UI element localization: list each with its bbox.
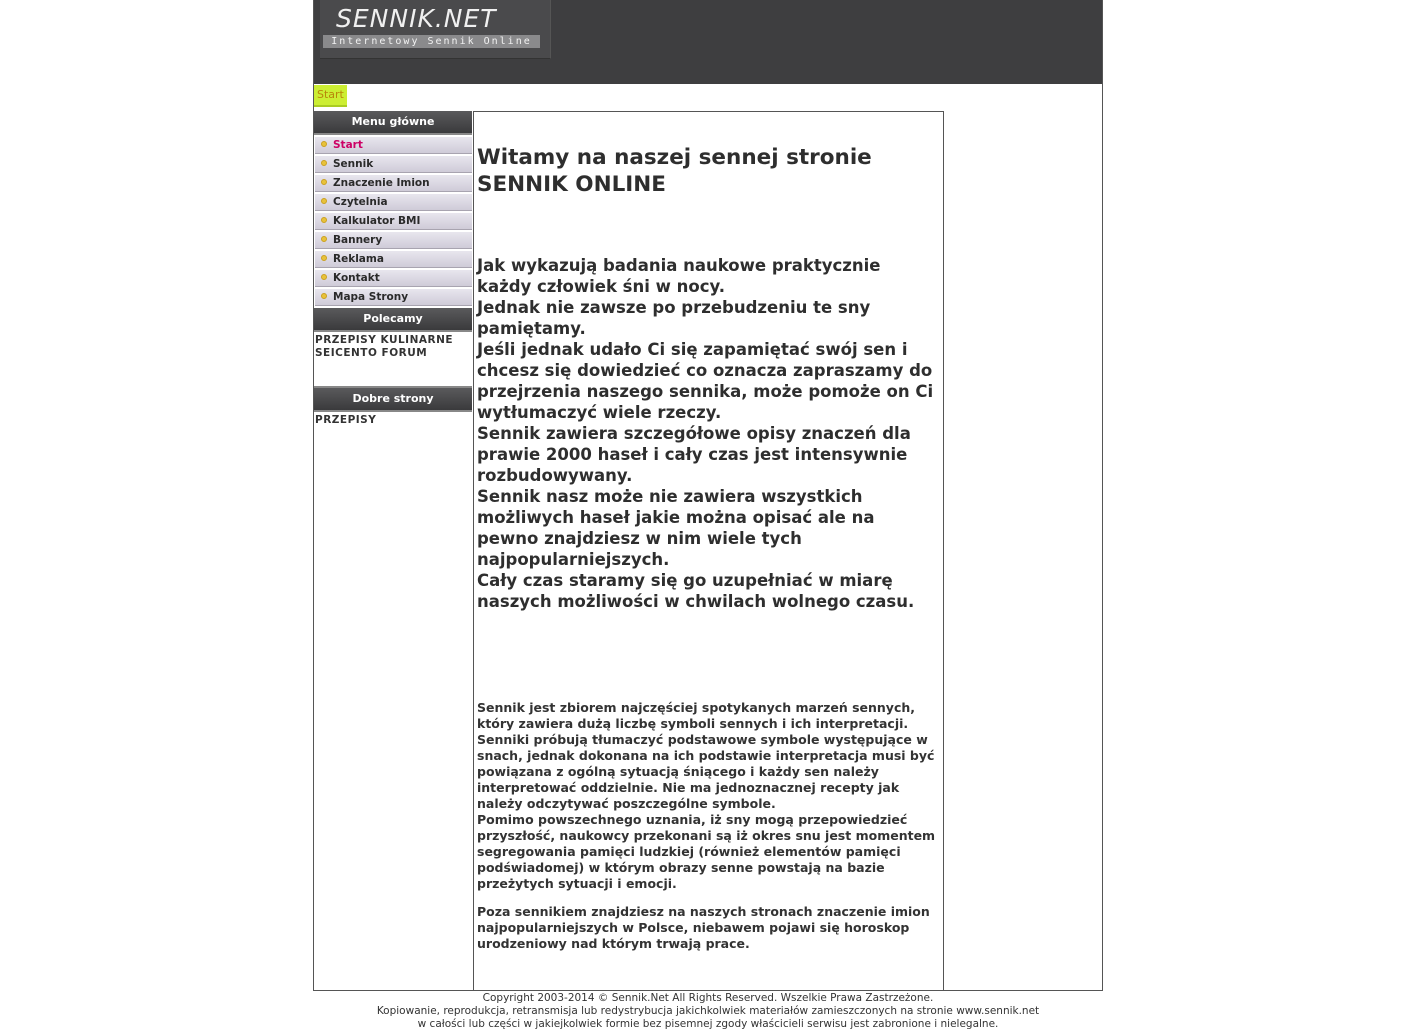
sidebar-item-kalkulator-bmi[interactable] [315, 213, 472, 230]
main-content [473, 111, 944, 990]
intro-paragraph: Sennik zawiera szczegółowe opisy znaczeń dla prawie 2000 haseł i cały czas jest intensywnie rozbudowywany. [477, 424, 911, 485]
sidebar-item-label: Kontakt [333, 272, 380, 284]
intro-paragraph: Sennik nasz może nie zawiera wszystkich możliwych haseł jakie można opisać ale na pewno znajdziesz w nim wiele tych najpopularniejszych. [477, 487, 875, 569]
sidebar-item-bannery[interactable] [315, 232, 472, 249]
sidebar-item-label: Start [333, 139, 363, 151]
page-title [477, 144, 939, 198]
intro-paragraph: Jednak nie zawsze po przebudzeniu te sny pamiętamy. [477, 298, 871, 338]
bullet-icon [321, 198, 327, 204]
logo-subtitle: Internetowy Sennik Online [323, 35, 540, 48]
top-navigation [314, 85, 347, 107]
bullet-icon [321, 236, 327, 242]
sidebar-item-label: Czytelnia [333, 196, 388, 208]
dobre-strony-heading: Dobre strony [314, 388, 472, 412]
sidebar-item-znaczenie-imion[interactable] [315, 175, 472, 192]
description-paragraph: Poza sennikiem znajdziesz na naszych stronach znaczenie imion najpopularniejszych w Polsce, niebawem pojawi się horoskop urodzeniowy nad którym trwają prace. [477, 904, 930, 951]
main-menu [314, 135, 472, 306]
menu-heading: Menu główne [314, 111, 472, 135]
link-przepisy-kulinarne[interactable]: PRZEPISY KULINARNE [315, 334, 454, 346]
footer-notice-line1: Kopiowanie, reprodukcja, retransmisja lub redystrybucja jakichkolwiek materiałów zamieszczonych na stronie www.sennik.net [376, 1005, 1040, 1017]
sidebar-item-label: Reklama [333, 253, 384, 265]
polecamy-links [314, 332, 472, 388]
bullet-icon [321, 293, 327, 299]
sidebar-item-label: Sennik [333, 158, 374, 170]
sidebar-item-czytelnia[interactable] [315, 194, 472, 211]
sidebar-item-label: Kalkulator BMI [333, 215, 421, 227]
page-title-line2: SENNIK ONLINE [477, 172, 666, 197]
description-paragraph: Sennik jest zbiorem najczęściej spotykanych marzeń sennych, który zawiera dużą liczbę symboli sennych i ich interpretacji. Senniki próbują tłumaczyć podstawowe symbole występujące w snach, jednak dokonana na ich podstawie interpretacja musi być powiązana z ogólną sytuacją śniącego i każdy sen należy interpretować oddzielnie. Nie ma jednoznacznej recepty jak należy odczytywać poszczególne symbole. [477, 700, 935, 811]
site-header [314, 0, 1102, 84]
sidebar-item-label: Znaczenie Imion [333, 177, 430, 189]
bullet-icon [321, 160, 327, 166]
page-container [313, 0, 1103, 991]
link-przepisy[interactable]: PRZEPISY [315, 414, 377, 426]
footer-notice-line2: w całości lub części w jakiejkolwiek formie bez pisemnej zgody właścicieli serwisu jest zabronione i nielegalne. [417, 1018, 999, 1030]
bullet-icon [321, 217, 327, 223]
content-body [477, 144, 939, 952]
polecamy-heading: Polecamy [314, 308, 472, 332]
description-text [477, 700, 939, 952]
bullet-icon [321, 179, 327, 185]
sidebar-item-kontakt[interactable] [315, 270, 472, 287]
sidebar-item-label: Bannery [333, 234, 383, 246]
intro-text [477, 255, 939, 612]
site-logo[interactable] [320, 0, 551, 59]
sidebar-item-sennik[interactable] [315, 156, 472, 173]
intro-paragraph: Cały czas staramy się go uzupełniać w miarę naszych możliwości w chwilach wolnego czasu. [477, 571, 915, 611]
topnav-start-tab[interactable]: Start [314, 85, 347, 107]
dobre-strony-links [314, 412, 472, 456]
logo-title: SENNIK.NET [336, 4, 497, 33]
bullet-icon [321, 274, 327, 280]
description-paragraph: Pomimo powszechnego uznania, iż sny mogą przepowiedzieć przyszłość, naukowcy przekonani są iż okres snu jest momentem segregowania pamięci ludzkiej (również elementów pamięci podświadomej) w którym obrazy senne powstają na bazie przeżytych sytuacji i emocji. [477, 812, 936, 891]
site-footer [313, 992, 1103, 1031]
sidebar-item-reklama[interactable] [315, 251, 472, 268]
intro-paragraph: Jeśli jednak udało Ci się zapamiętać swój sen i chcesz się dowiedzieć co oznacza zapraszamy do przejrzenia naszego sennika, może pomoże on Ci wytłumaczyć wiele rzeczy. [477, 340, 934, 422]
intro-paragraph: Jak wykazują badania naukowe praktycznie każdy człowiek śni w nocy. [477, 256, 881, 296]
footer-copyright: Copyright 2003-2014 © Sennik.Net All Rights Reserved. Wszelkie Prawa Zastrzeżone. [482, 992, 934, 1004]
sidebar-item-mapa-strony[interactable] [315, 289, 472, 306]
sidebar-item-start[interactable] [315, 137, 472, 154]
sidebar-item-label: Mapa Strony [333, 291, 409, 303]
bullet-icon [321, 141, 327, 147]
link-seicento-forum[interactable]: SEICENTO FORUM [315, 347, 428, 359]
sidebar [314, 111, 472, 456]
bullet-icon [321, 255, 327, 261]
page-title-line1: Witamy na naszej sennej stronie [477, 145, 872, 170]
